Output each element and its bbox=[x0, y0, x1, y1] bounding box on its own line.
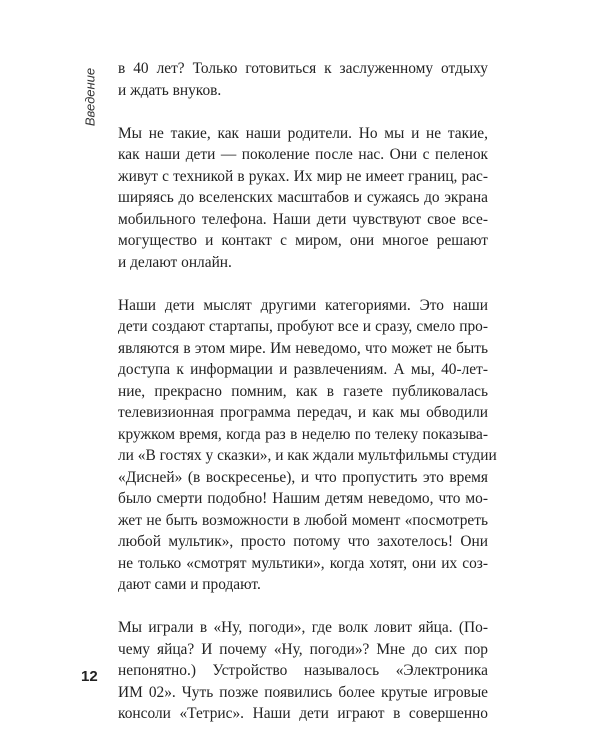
text-line: жет не быть возможности в любой момент «посмотреть bbox=[118, 511, 488, 529]
text-line: ние, прекрасно помним, как в газете публиковалась bbox=[118, 382, 488, 400]
page-number: 12 bbox=[81, 668, 98, 685]
text-line: мобильного телефона. Наши дети чувствуют свое все- bbox=[118, 210, 488, 228]
text-line: непонятно.) Устройство называлось «Электроника bbox=[118, 662, 488, 679]
text-line: чему яйца? И почему «Ну, погоди»? Мне до сих пор bbox=[118, 640, 488, 658]
text-line: любой мультик», просто потому что захотелось! Они bbox=[118, 533, 488, 550]
text-line: живут с техникой в руках. Их мир не имеет границ, рас- bbox=[118, 167, 488, 185]
text-line: Мы не такие, как наши родители. Но мы и не такие, bbox=[118, 124, 488, 142]
text-line: ИМ 02». Чуть позже появились более крутые игровые bbox=[118, 683, 488, 701]
text-line: телевизионная программа передач, и как мы обводили bbox=[118, 404, 488, 421]
text-line: и делают онлайн. bbox=[118, 253, 232, 271]
text-line: дают сами и продают. bbox=[118, 576, 261, 593]
paragraph bbox=[118, 617, 488, 725]
text-line: могущество и контакт с миром, они многое решают bbox=[118, 232, 488, 249]
text-line: «Дисней» (в воскресенье), и что пропустить это время bbox=[118, 468, 488, 486]
running-head-text: Введение bbox=[82, 67, 98, 127]
text-line: доступа к информации и развлечениям. А мы, 40-лет- bbox=[118, 361, 488, 378]
body-text bbox=[118, 58, 497, 746]
text-line: Наши дети мыслят другими категориями. Это наши bbox=[118, 296, 488, 314]
paragraph bbox=[118, 295, 497, 596]
text-line: ширяясь до вселенских масштабов и сужаясь до экрана bbox=[118, 189, 488, 206]
text-line: являются в этом мире. Им неведомо, что может не быть bbox=[118, 339, 488, 357]
text-line: в 40 лет? Только готовиться к заслуженному отдыху bbox=[118, 60, 488, 77]
text-line: не только «смотрят мультики», когда хотят, они их соз- bbox=[118, 554, 488, 572]
text-line: кружком время, когда раз в неделю по телеку показыва- bbox=[118, 425, 488, 443]
running-head bbox=[81, 62, 99, 132]
text-line: ли «В гостях у сказки», и как ждали мультфильмы студии bbox=[118, 447, 497, 464]
paragraph bbox=[118, 58, 488, 101]
text-line: и ждать внуков. bbox=[118, 81, 222, 99]
text-line: Мы играли в «Ну, погоди», где волк ловит яйца. (По- bbox=[118, 619, 488, 636]
text-line: консоли «Тетрис». Наши дети играют в совершенно bbox=[118, 705, 488, 722]
text-line: как наши дети — поколение после нас. Они с пеленок bbox=[118, 146, 488, 163]
text-line: было смерти подобно! Нашим детям неведомо, что мо- bbox=[118, 490, 488, 507]
paragraph bbox=[118, 123, 488, 274]
text-line: дети создают стартапы, пробуют все и сразу, смело про- bbox=[118, 318, 488, 335]
